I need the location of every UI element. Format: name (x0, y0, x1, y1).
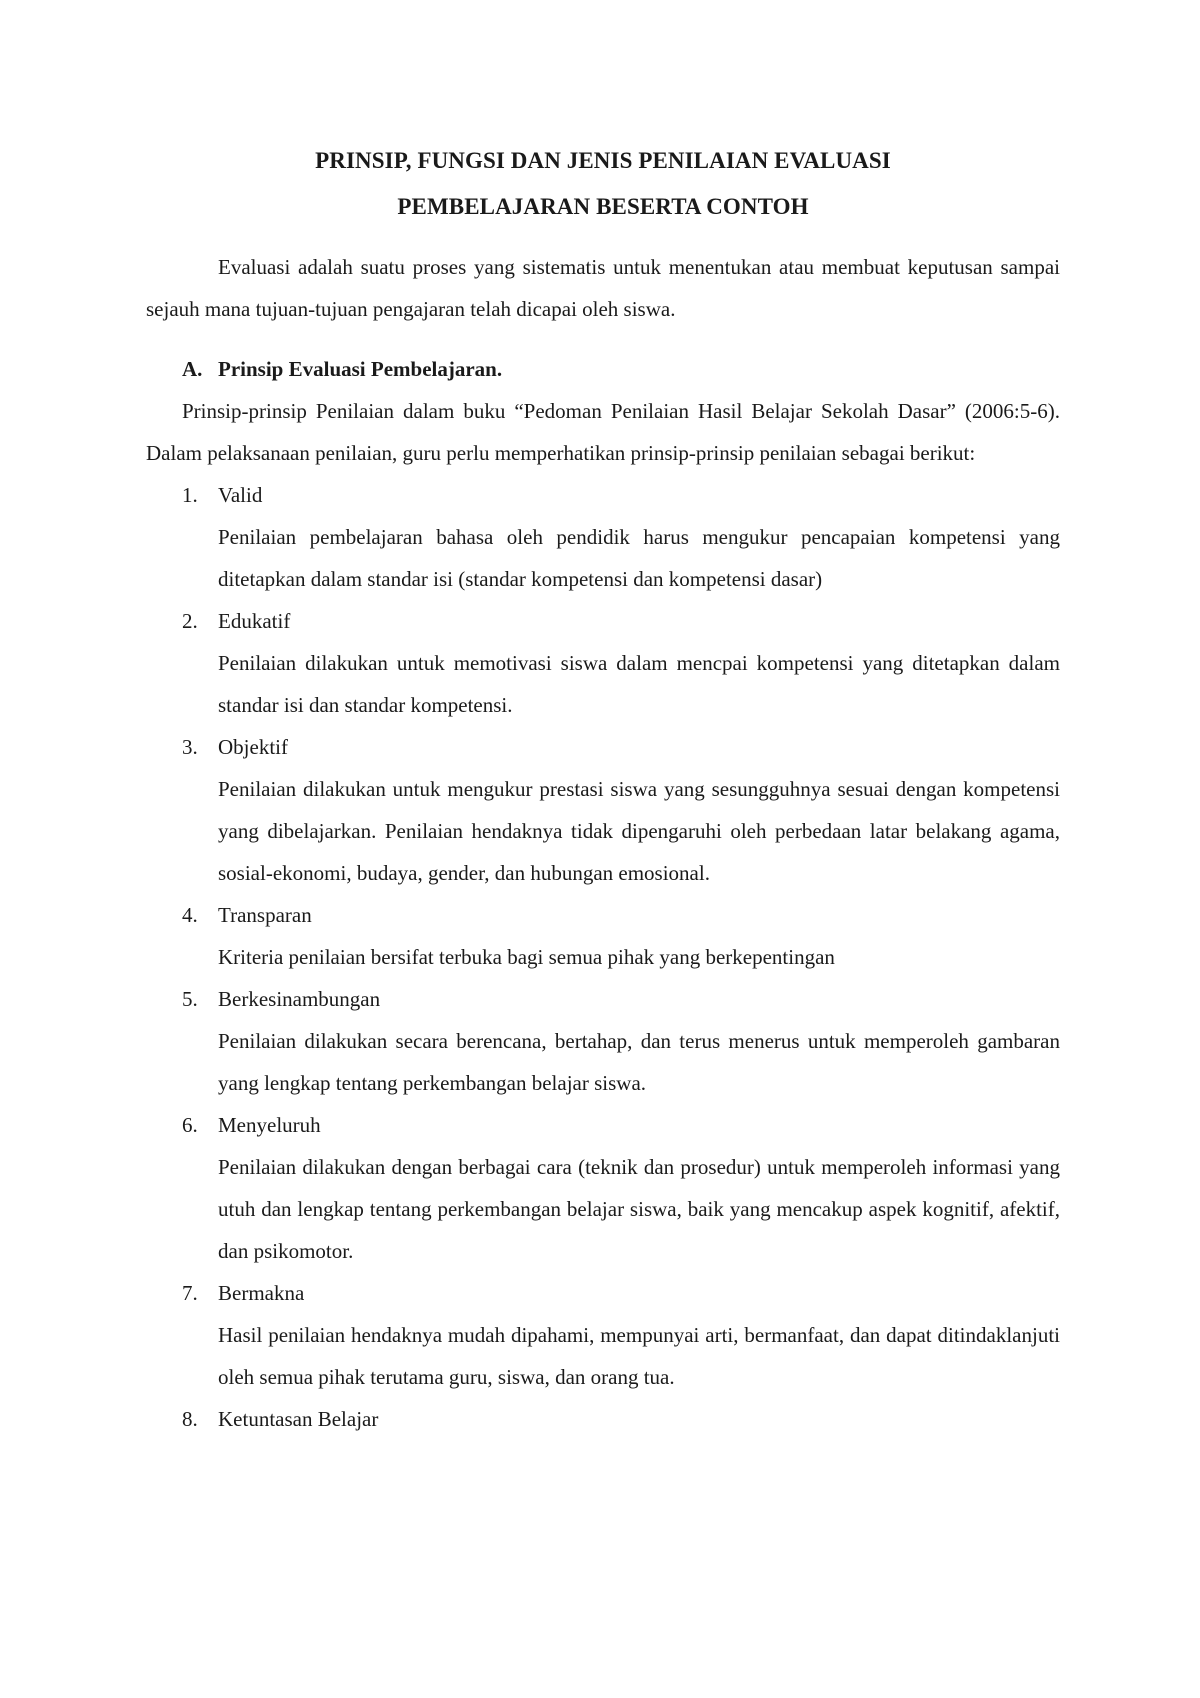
principle-item-title: Valid (218, 483, 263, 507)
principle-item-description: Penilaian dilakukan secara berencana, bertahap, dan terus menerus untuk memperoleh gambaran yang lengkap tentang perkembangan belajar siswa. (218, 1029, 1060, 1095)
principle-item-heading (146, 1272, 1060, 1314)
principle-item-title: Transparan (218, 903, 312, 927)
principle-item-number: 2. (182, 609, 198, 633)
principle-item-title: Edukatif (218, 609, 291, 633)
principle-item-heading (146, 1398, 1060, 1440)
principle-item-number: 7. (182, 1281, 198, 1305)
principle-item-title: Objektif (218, 735, 288, 759)
principle-item-number: 1. (182, 483, 198, 507)
principle-item-heading (146, 600, 1060, 642)
principle-item (146, 600, 1060, 726)
principle-item-title: Berkesinambungan (218, 987, 381, 1011)
section-a-title: Prinsip Evaluasi Pembelajaran. (218, 357, 503, 381)
principle-item-number: 8. (182, 1407, 198, 1431)
intro-paragraph: Evaluasi adalah suatu proses yang sistematis untuk menentukan atau membuat keputusan sampai sejauh mana tujuan-tujuan pengajaran telah dicapai oleh siswa. (146, 255, 1060, 321)
principle-item-description: Hasil penilaian hendaknya mudah dipahami, mempunyai arti, bermanfaat, dan dapat ditindaklanjuti oleh semua pihak terutama guru, siswa, dan orang tua. (218, 1323, 1060, 1389)
principle-item-number: 5. (182, 987, 198, 1011)
document-title-line-1: PRINSIP, FUNGSI DAN JENIS PENILAIAN EVALUASI (315, 148, 891, 173)
principle-item-heading (146, 474, 1060, 516)
document-page (146, 138, 1060, 1440)
principle-item (146, 894, 1060, 978)
principle-item-heading (146, 1104, 1060, 1146)
section-a-heading (146, 348, 1060, 390)
principle-item-title: Menyeluruh (218, 1113, 321, 1137)
principle-item-description: Kriteria penilaian bersifat terbuka bagi semua pihak yang berkepentingan (218, 945, 835, 969)
principle-item-description: Penilaian dilakukan dengan berbagai cara (teknik dan prosedur) untuk memperoleh informasi yang utuh dan lengkap tentang perkembangan belajar siswa, baik yang mencakup aspek kognitif, afektif, dan psikomotor. (218, 1155, 1060, 1263)
section-a-body: Prinsip-prinsip Penilaian dalam buku “Pedoman Penilaian Hasil Belajar Sekolah Dasar” (2006:5-6). Dalam pelaksanaan penilaian, guru perlu memperhatikan prinsip-prinsip penilaian sebagai berikut: (146, 399, 1060, 465)
section-a-letter: A. (182, 357, 203, 381)
principle-item (146, 726, 1060, 894)
principle-item-number: 4. (182, 903, 198, 927)
principle-item-description: Penilaian pembelajaran bahasa oleh pendidik harus mengukur pencapaian kompetensi yang ditetapkan dalam standar isi (standar kompetensi dan kompetensi dasar) (218, 525, 1060, 591)
principle-item (146, 474, 1060, 600)
principle-item-description: Penilaian dilakukan untuk memotivasi siswa dalam mencpai kompetensi yang ditetapkan dalam standar isi dan standar kompetensi. (218, 651, 1060, 717)
principle-item-title: Ketuntasan Belajar (218, 1407, 379, 1431)
principle-item-heading (146, 894, 1060, 936)
document-title-line-2: PEMBELAJARAN BESERTA CONTOH (397, 194, 809, 219)
principle-item-description: Penilaian dilakukan untuk mengukur prestasi siswa yang sesungguhnya sesuai dengan kompetensi yang dibelajarkan. Penilaian hendaknya tidak dipengaruhi oleh perbedaan latar belakang agama, sosial-ekonomi, budaya, gender, dan hubungan emosional. (218, 777, 1060, 885)
principles-list (146, 474, 1060, 1440)
principle-item-number: 6. (182, 1113, 198, 1137)
principle-item-heading (146, 726, 1060, 768)
principle-item-title: Bermakna (218, 1281, 305, 1305)
principle-item (146, 978, 1060, 1104)
principle-item (146, 1104, 1060, 1272)
principle-item (146, 1272, 1060, 1398)
principle-item-heading (146, 978, 1060, 1020)
principle-item (146, 1398, 1060, 1440)
principle-item-number: 3. (182, 735, 198, 759)
